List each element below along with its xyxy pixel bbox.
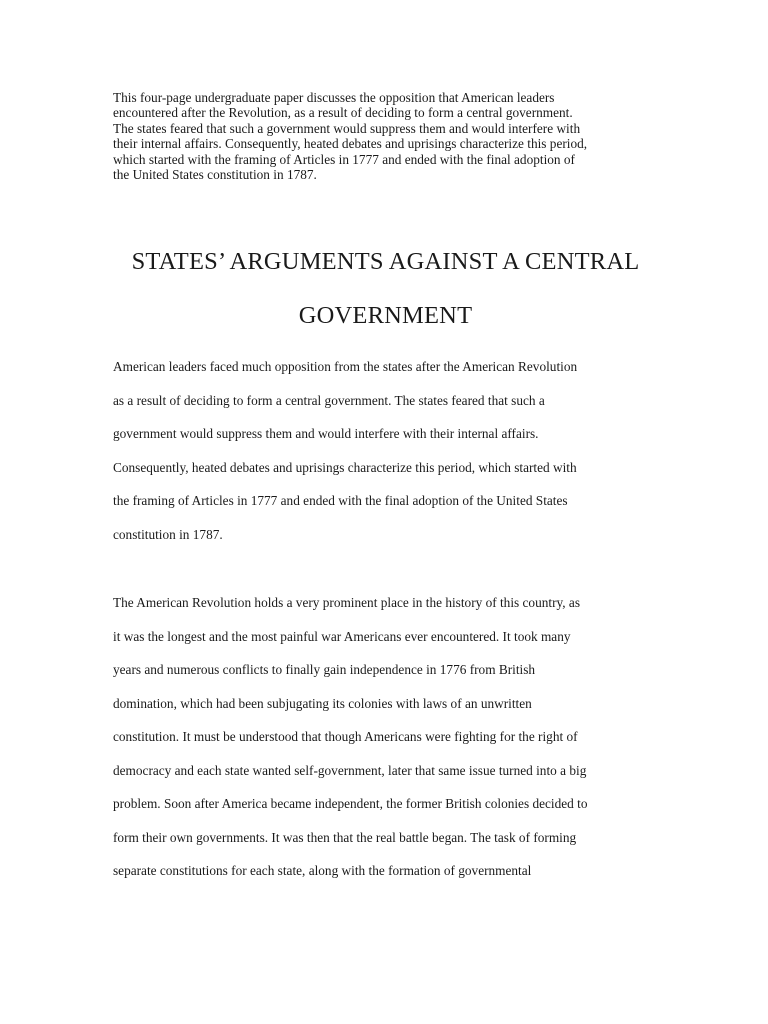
paragraph-line: it was the longest and the most painful war Americans ever encountered. It took many: [113, 628, 571, 644]
paragraph-line: democracy and each state wanted self-government, later that same issue turned into a big: [113, 762, 587, 778]
paragraph-line: American leaders faced much opposition from the states after the American Revolution: [113, 359, 578, 374]
paragraph-line: Consequently, heated debates and uprisings characterize this period, which started with: [113, 459, 577, 475]
paragraph-line: form their own governments. It was then that the real battle began. The task of forming: [113, 829, 577, 845]
paragraph-line: separate constitutions for each state, along with the formation of governmental: [113, 863, 532, 878]
paragraph-line: problem. Soon after America became independent, the former British colonies decided to: [113, 796, 588, 811]
body-paragraph-2: [113, 586, 658, 888]
body-paragraph-1: [113, 350, 658, 551]
abstract-line: The states feared that such a government would suppress them and would interfere with: [113, 120, 581, 136]
paragraph-line: years and numerous conflicts to finally gain independence in 1776 from British: [113, 662, 536, 677]
paragraph-line: constitution in 1787.: [113, 526, 223, 542]
abstract-line: their internal affairs. Consequently, heated debates and uprisings characterize this period,: [113, 136, 588, 152]
paragraph-line: the framing of Articles in 1777 and ended with the final adoption of the United States: [113, 493, 568, 508]
abstract-line: This four-page undergraduate paper discusses the opposition that American leaders: [113, 90, 555, 105]
paragraph-line: The American Revolution holds a very prominent place in the history of this country, as: [113, 595, 581, 610]
abstract-line: encountered after the Revolution, as a result of deciding to form a central government.: [113, 105, 573, 121]
paragraph-line: government would suppress them and would interfere with their internal affairs.: [113, 426, 539, 441]
abstract-paragraph: [113, 90, 658, 182]
paragraph-line: domination, which had been subjugating its colonies with laws of an unwritten: [113, 695, 532, 711]
document-title-line-2: GOVERNMENT: [298, 302, 473, 329]
document-title-line-1: STATES’ ARGUMENTS AGAINST A CENTRAL: [131, 248, 640, 275]
paragraph-line: constitution. It must be understood that though Americans were fighting for the right of: [113, 729, 578, 744]
abstract-line: the United States constitution in 1787.: [113, 167, 317, 183]
paragraph-line: as a result of deciding to form a central government. The states feared that such a: [113, 392, 545, 408]
abstract-line: which started with the framing of Articles in 1777 and ended with the final adoption of: [113, 151, 575, 167]
